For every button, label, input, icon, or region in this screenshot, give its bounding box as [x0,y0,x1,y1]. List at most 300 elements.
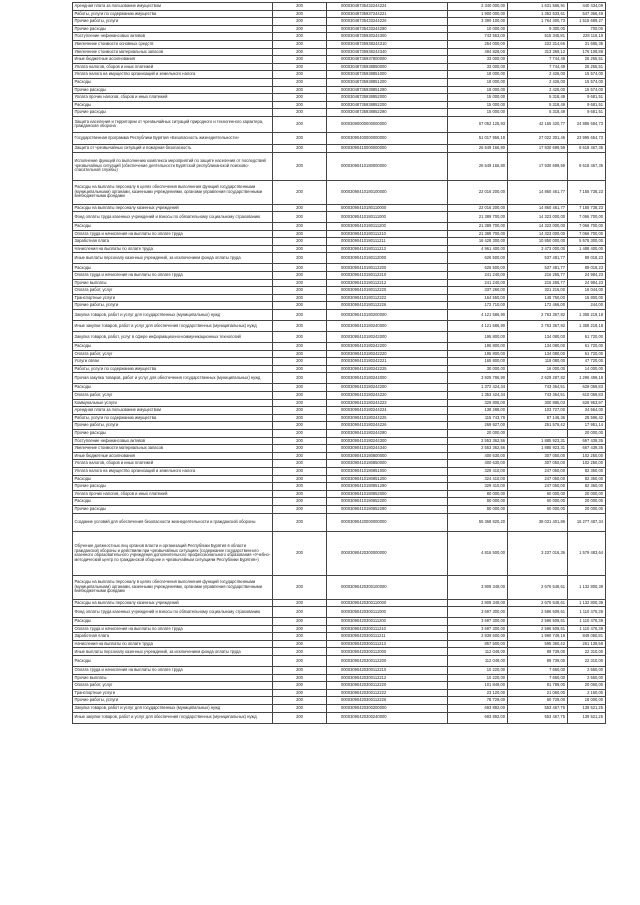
row-unexecuted-amount-cell: 7 155 738,23 [567,204,605,212]
row-unexecuted-amount-cell: 9 681,51 [567,101,605,109]
row-line-code-cell: 200 [273,212,327,223]
row-approved-amount-cell: 3 697 300,00 [447,607,507,618]
table-row [73,445,606,453]
row-approved-amount-cell: 15 000,00 [447,109,507,117]
row-unexecuted-amount-cell: 15 574,00 [567,71,605,79]
row-executed-amount-cell: 14 323 000,00 [507,212,567,223]
row-approved-amount-cell: 18 000,00 [447,78,507,86]
row-unexecuted-amount-cell: 1 132 800,39 [567,575,605,599]
row-name-cell: Оплата труда и начисления на выплаты по оплате труда [73,230,273,238]
row-approved-amount-cell: 21 389 700,00 [447,230,507,238]
row-executed-amount-cell: 2 586 509,61 [507,607,567,618]
row-unexecuted-amount-cell: 20 000,00 [567,498,605,506]
row-unexecuted-amount-cell: 139 521,25 [567,712,605,723]
row-unexecuted-amount-cell: 629 059,83 [567,384,605,392]
row-approved-amount-cell: 30 000,00 [447,365,507,373]
row-unexecuted-amount-cell: 22 310,00 [567,656,605,667]
row-approved-amount-cell: 3 697 300,00 [447,625,507,633]
row-line-code-cell: 200 [273,575,327,599]
row-line-code-cell: 200 [273,78,327,86]
row-budget-code-cell: 00003048735938851290 [327,86,448,94]
row-budget-code-cell: 00003090410180242000 [327,332,448,343]
table-row [73,689,606,697]
row-name-cell: Расходы [73,264,273,272]
row-executed-amount-cell: 134 080,00 [507,343,567,351]
row-name-cell: Уплата налогов, сборов и иных платежей [73,63,273,71]
row-budget-code-cell: 00003090410180112226 [327,302,448,310]
table-row [73,132,606,144]
row-name-cell: Расходы [73,498,273,506]
row-name-cell: Работы, услуги по содержанию имущества [73,10,273,18]
table-row [73,599,606,607]
row-budget-code-cell: 00003090410180244220 [327,392,448,400]
row-unexecuted-amount-cell: 610 059,83 [567,392,605,400]
row-name-cell: Прочие выплаты [73,279,273,287]
row-executed-amount-cell: 7 650,00 [507,674,567,682]
row-name-cell: Государственная программа Республики Бурятия «Безопасность жизнедеятельности» [73,132,273,144]
row-line-code-cell: 200 [273,253,327,264]
row-approved-amount-cell: 18 000,00 [447,86,507,94]
row-line-code-cell: 200 [273,452,327,460]
row-executed-amount-cell: 247 050,00 [507,467,567,475]
row-name-cell: Расходы на выплаты персоналу в целях обеспечения выполнения функций государственными (муниципальными) органами, казенными учреждениями, органами управления государственными внебюджетными фондами [73,575,273,599]
row-budget-code-cell: 00003090410180200000 [327,310,448,321]
row-budget-code-cell: 00003048735938852290 [327,109,448,117]
row-unexecuted-amount-cell: 9 681,51 [567,94,605,102]
row-approved-amount-cell: 22 016 200,00 [447,204,507,212]
row-line-code-cell: 200 [273,475,327,483]
row-executed-amount-cell: 14 323 000,00 [507,230,567,238]
table-row [73,437,606,445]
row-unexecuted-amount-cell: 8 618 467,35 [567,152,605,180]
row-unexecuted-amount-cell: 244,00 [567,302,605,310]
row-line-code-cell: 200 [273,607,327,618]
row-unexecuted-amount-cell: 89 018,23 [567,253,605,264]
row-name-cell: Расходы на выплаты персоналу казенных учреждений [73,204,273,212]
row-unexecuted-amount-cell: 82 360,00 [567,467,605,475]
row-line-code-cell: 200 [273,358,327,366]
row-line-code-cell: 200 [273,399,327,407]
row-approved-amount-cell: 857 500,00 [447,640,507,648]
table-row [73,656,606,667]
row-executed-amount-cell: 134 080,00 [507,332,567,343]
row-unexecuted-amount-cell: 22 310,00 [567,648,605,656]
row-name-cell: Защита населения и территории от чрезвычайных ситуаций природного и техногенного характера, гражданская оборона [73,116,273,132]
row-unexecuted-amount-cell: 667 439,35 [567,437,605,445]
row-line-code-cell: 200 [273,429,327,437]
row-approved-amount-cell: 33 000,00 [447,56,507,64]
row-executed-amount-cell: 537 481,77 [507,253,567,264]
table-row [73,373,606,384]
row-name-cell: Иные закупки товаров, работ и услуг для обеспечения государственных (муниципальных) нужд [73,321,273,332]
row-budget-code-cell: 00003090420300112212 [327,674,448,682]
row-executed-amount-cell: 10 850 000,00 [507,238,567,246]
row-budget-code-cell: 00003048735938851000 [327,71,448,79]
row-name-cell: Уплата налога на имущество организаций и земельного налога [73,467,273,475]
row-executed-amount-cell: 553 467,75 [507,712,567,723]
row-unexecuted-amount-cell: 24 984,23 [567,272,605,280]
row-executed-amount-cell: 7 744,49 [507,56,567,64]
row-approved-amount-cell: 195 800,00 [447,332,507,343]
row-budget-code-cell: 00003048735432244224 [327,3,448,11]
row-name-cell: Обучение должностных лиц органов власти и организаций Республики Бурятия в области гражданской обороны и действиям при чрезвычайных ситуациях (содержание государственного казенного образовательного учреждения дополнительного профессионального образования «Учебно-методический центр по гражданской обороне и чрезвычайным ситуациям Республики Бурятия») [73,531,273,575]
row-unexecuted-amount-cell: 61 720,00 [567,332,605,343]
table-row [73,253,606,264]
row-unexecuted-amount-cell: 82 360,00 [567,483,605,491]
row-approved-amount-cell: 10 000,00 [447,25,507,33]
row-line-code-cell: 200 [273,483,327,491]
row-approved-amount-cell: 2 553 362,56 [447,437,507,445]
row-executed-amount-cell: 300 885,03 [507,399,567,407]
row-executed-amount-cell: 5 318,49 [507,94,567,102]
row-budget-code-cell: 00003090410180111210 [327,230,448,238]
row-unexecuted-amount-cell: 47 720,00 [567,358,605,366]
row-line-code-cell: 200 [273,116,327,132]
row-line-code-cell: 200 [273,407,327,415]
table-row [73,94,606,102]
row-line-code-cell: 200 [273,180,327,204]
row-approved-amount-cell: 138 288,00 [447,407,507,415]
row-executed-amount-cell: 1 885 923,31 [507,437,567,445]
row-executed-amount-cell: 81 789,00 [507,682,567,690]
row-budget-code-cell: 00003048735937244221 [327,10,448,18]
table-row [73,287,606,295]
row-executed-amount-cell: 17 930 699,59 [507,152,567,180]
table-row [73,365,606,373]
table-row [73,575,606,599]
row-approved-amount-cell: 26 549 166,80 [447,152,507,180]
row-line-code-cell: 200 [273,697,327,705]
row-budget-code-cell: 00003048735938244340 [327,48,448,56]
row-approved-amount-cell: 337 260,00 [447,287,507,295]
budget-execution-table-sheet [72,2,603,724]
row-line-code-cell: 200 [273,384,327,392]
row-executed-amount-cell: 14 323 000,00 [507,223,567,231]
row-executed-amount-cell: 222 314,65 [507,40,567,48]
row-executed-amount-cell: 247 050,00 [507,483,567,491]
row-unexecuted-amount-cell: 7 066 700,00 [567,223,605,231]
row-line-code-cell: 200 [273,392,327,400]
row-name-cell: Расходы [73,384,273,392]
row-name-cell: Защита от чрезвычайных ситуаций и пожарная безопасность [73,144,273,152]
table-row [73,180,606,204]
row-budget-code-cell: 00003090410180111213 [327,245,448,253]
row-approved-amount-cell: 1 900 000,00 [447,10,507,18]
row-name-cell: Расходы [73,223,273,231]
row-executed-amount-cell: 2 586 509,61 [507,618,567,626]
row-name-cell: Прочие работы, услуги [73,697,273,705]
row-line-code-cell: 200 [273,287,327,295]
row-budget-code-cell: 00003090420300000000 [327,531,448,575]
row-budget-code-cell: 00003090420300112226 [327,697,448,705]
row-name-cell: Увеличение стоимости основных средств [73,40,273,48]
row-line-code-cell: 200 [273,279,327,287]
row-line-code-cell: 200 [273,109,327,117]
table-row [73,279,606,287]
row-unexecuted-amount-cell: 2 160,00 [567,689,605,697]
row-budget-code-cell: 00003090420300111210 [327,625,448,633]
row-line-code-cell: 200 [273,437,327,445]
row-name-cell: Закупка товаров, работ и услуг для государственных (муниципальных) нужд [73,310,273,321]
row-name-cell: Создание условий для обеспечения безопасности жизнедеятельности и гражданской обороны [73,513,273,531]
row-line-code-cell: 200 [273,513,327,531]
row-unexecuted-amount-cell: 16 044,00 [567,287,605,295]
row-approved-amount-cell: 329 410,00 [447,467,507,475]
row-approved-amount-cell: 626 500,00 [447,264,507,272]
row-executed-amount-cell: 17 930 699,59 [507,144,567,152]
row-name-cell: Начисления на выплаты по оплате труда [73,640,273,648]
table-row [73,475,606,483]
row-unexecuted-amount-cell: 20 060,00 [567,682,605,690]
row-budget-code-cell: 00003090420300111211 [327,633,448,641]
row-budget-code-cell: 00003090410180242225 [327,365,448,373]
row-budget-code-cell: 00003090410180851200 [327,475,448,483]
row-executed-amount-cell: 89 739,00 [507,656,567,667]
row-approved-amount-cell: 21 389 700,00 [447,212,507,223]
row-name-cell: Расходы на выплаты персоналу казенных учреждений [73,599,273,607]
row-unexecuted-amount-cell: 176 108,88 [567,48,605,56]
row-budget-code-cell: 00003090420300111000 [327,607,448,618]
row-budget-code-cell: 00003090410180242221 [327,358,448,366]
row-line-code-cell: 200 [273,365,327,373]
row-approved-amount-cell: 112 049,00 [447,656,507,667]
row-name-cell: Заработная плата [73,238,273,246]
row-budget-code-cell: 00003090420300112200 [327,656,448,667]
row-unexecuted-amount-cell: 700,00 [567,25,605,33]
row-name-cell: Расходы [73,78,273,86]
row-approved-amount-cell: 22 016 200,00 [447,180,507,204]
row-name-cell: Иные выплаты персоналу казенных учреждений, за исключением фонда оплаты труда [73,648,273,656]
row-budget-code-cell: 00003090410180851000 [327,467,448,475]
row-budget-code-cell: 00003090410180244300 [327,437,448,445]
row-line-code-cell: 200 [273,204,327,212]
row-executed-amount-cell: 60 000,00 [507,498,567,506]
row-line-code-cell: 200 [273,467,327,475]
row-name-cell: Оплата работ, услуг [73,392,273,400]
row-executed-amount-cell: 595 360,42 [507,640,567,648]
table-row [73,358,606,366]
row-budget-code-cell: 00003048735930244300 [327,33,448,41]
row-approved-amount-cell: 3 697 300,00 [447,618,507,626]
row-approved-amount-cell: 21 389 700,00 [447,223,507,231]
row-name-cell: Расходы [73,343,273,351]
row-executed-amount-cell: 313 369,12 [507,48,567,56]
row-budget-code-cell: 00003090410180852000 [327,490,448,498]
row-approved-amount-cell: 26 549 166,80 [447,144,507,152]
row-name-cell: Исполнение функций по выполнению комплекса мероприятий по защите населения от последствий чрезвычайных ситуаций (обеспечение деятельности Бурятской республиканской поисково-спасательной службы) [73,152,273,180]
row-approved-amount-cell: 329 410,00 [447,483,507,491]
row-unexecuted-amount-cell: 20 000,00 [567,490,605,498]
row-name-cell: Увеличение стоимости материальных запасов [73,445,273,453]
table-row [73,414,606,422]
row-budget-code-cell: 00003090420300112222 [327,689,448,697]
row-budget-code-cell: 00003090410180800000 [327,452,448,460]
row-approved-amount-cell: 2 553 362,56 [447,445,507,453]
row-line-code-cell: 200 [273,272,327,280]
table-row [73,63,606,71]
table-row [73,223,606,231]
table-row [73,238,606,246]
row-approved-amount-cell: 254 000,00 [447,40,507,48]
row-line-code-cell: 200 [273,264,327,272]
row-budget-code-cell: 00003090420300200000 [327,705,448,713]
row-unexecuted-amount-cell: 14 000,00 [567,365,605,373]
row-unexecuted-amount-cell: 89 018,23 [567,264,605,272]
row-name-cell: Оплата труда и начисления на выплаты по оплате труда [73,625,273,633]
row-unexecuted-amount-cell: 28 596,42 [567,414,605,422]
row-unexecuted-amount-cell: 7 155 738,23 [567,180,605,204]
row-budget-code-cell: 00003090410180244223 [327,399,448,407]
row-line-code-cell: 200 [273,302,327,310]
row-name-cell: Уплата налогов, сборов и иных платежей [73,460,273,468]
row-budget-code-cell: 00003090400000000000 [327,132,448,144]
row-budget-code-cell: 00003090420300240000 [327,712,448,723]
row-name-cell: Прочие расходы [73,505,273,513]
row-unexecuted-amount-cell: 9 681,51 [567,109,605,117]
row-budget-code-cell: 00003090410180244290 [327,429,448,437]
row-executed-amount-cell: 2 763 367,82 [507,321,567,332]
row-budget-code-cell: 00003048735938244310 [327,40,448,48]
table-row [73,607,606,618]
row-approved-amount-cell: 80 000,00 [447,505,507,513]
table-row [73,86,606,94]
row-name-cell: Прочая закупка товаров, работ и услуг для обеспечения государственных (муниципальных) нужд [73,373,273,384]
row-budget-code-cell: 00003090410180111200 [327,223,448,231]
row-budget-code-cell: 00003048735433244290 [327,25,448,33]
row-budget-code-cell: 00003090420300100000 [327,575,448,599]
row-unexecuted-amount-cell: 1 110 476,39 [567,607,605,618]
row-line-code-cell: 200 [273,86,327,94]
row-unexecuted-amount-cell: 667 439,35 [567,445,605,453]
row-unexecuted-amount-cell: 102 250,00 [567,460,605,468]
row-unexecuted-amount-cell: 1 515 699,27 [567,18,605,26]
row-approved-amount-cell: 4 816 500,00 [447,531,507,575]
row-line-code-cell: 200 [273,40,327,48]
row-approved-amount-cell: 241 240,00 [447,272,507,280]
row-name-cell: Поступление нефинансовых активов [73,437,273,445]
row-name-cell: Оплата работ, услуг [73,287,273,295]
row-line-code-cell: 200 [273,294,327,302]
row-budget-code-cell: 00003048735433244226 [327,18,448,26]
row-executed-amount-cell: 42 165 420,77 [507,116,567,132]
table-row [73,467,606,475]
row-line-code-cell: 200 [273,63,327,71]
row-unexecuted-amount-cell: 849 050,81 [567,633,605,641]
row-budget-code-cell: 00003090410180244225 [327,414,448,422]
table-row [73,498,606,506]
row-line-code-cell: 200 [273,343,327,351]
row-approved-amount-cell: 33 000,00 [447,63,507,71]
row-unexecuted-amount-cell: 440 434,09 [567,3,605,11]
table-row [73,384,606,392]
table-row [73,310,606,321]
table-row [73,10,606,18]
row-name-cell: Поступление нефинансовых активов [73,33,273,41]
row-approved-amount-cell: 15 000,00 [447,94,507,102]
row-budget-code-cell: 00003090410180851290 [327,483,448,491]
row-approved-amount-cell: 693 892,00 [447,705,507,713]
budget-execution-table [72,2,606,724]
table-row [73,116,606,132]
row-line-code-cell: 200 [273,3,327,11]
row-unexecuted-amount-cell: 20 000,00 [567,505,605,513]
row-budget-code-cell: 00003048735938852200 [327,101,448,109]
row-unexecuted-amount-cell: 7 066 700,00 [567,230,605,238]
row-line-code-cell: 200 [273,674,327,682]
row-executed-amount-cell: 743 364,51 [507,384,567,392]
row-name-cell: Расходы [73,656,273,667]
row-name-cell: Прочие расходы [73,86,273,94]
row-executed-amount-cell: 60 729,00 [507,697,567,705]
row-approved-amount-cell: 23 120,00 [447,689,507,697]
row-name-cell: Оплата работ, услуг [73,350,273,358]
row-unexecuted-amount-cell: 261 139,58 [567,640,605,648]
table-row [73,429,606,437]
row-name-cell: Транспортные услуги [73,294,273,302]
row-unexecuted-amount-cell: 15 574,00 [567,78,605,86]
row-unexecuted-amount-cell: 18 000,00 [567,697,605,705]
table-row [73,460,606,468]
row-budget-code-cell: 00003090410180850000 [327,460,448,468]
row-unexecuted-amount-cell: 1 579 483,64 [567,531,605,575]
row-name-cell: Фонд оплаты труда казенных учреждений и взносы по обязательному социальному страхованию [73,607,273,618]
row-executed-amount-cell: 743 364,51 [507,392,567,400]
row-line-code-cell: 200 [273,618,327,626]
row-line-code-cell: 200 [273,414,327,422]
row-unexecuted-amount-cell: 15 800,00 [567,294,605,302]
row-executed-amount-cell: 103 727,00 [507,407,567,415]
row-budget-code-cell: 00003090410180244000 [327,373,448,384]
row-approved-amount-cell: 400 630,00 [447,452,507,460]
row-approved-amount-cell: 3 809 349,00 [447,599,507,607]
table-row [73,204,606,212]
row-approved-amount-cell: 4 961 400,00 [447,245,507,253]
table-row [73,505,606,513]
row-budget-code-cell: 00003090410180242220 [327,350,448,358]
row-unexecuted-amount-cell: 5 578 300,00 [567,238,605,246]
table-row [73,25,606,33]
row-budget-code-cell: 00003048735938851200 [327,78,448,86]
row-name-cell: Расходы [73,618,273,626]
row-executed-amount-cell: 9 300,00 [507,25,567,33]
row-name-cell: Прочие расходы [73,429,273,437]
row-line-code-cell: 200 [273,373,327,384]
row-executed-amount-cell: 60 000,00 [507,505,567,513]
table-row [73,343,606,351]
row-executed-amount-cell: 14 860 461,77 [507,180,567,204]
row-executed-amount-cell: 515 345,81 [507,33,567,41]
row-line-code-cell: 200 [273,445,327,453]
row-approved-amount-cell: 80 000,00 [447,490,507,498]
table-row [73,490,606,498]
row-budget-code-cell: 00003090410180244226 [327,422,448,430]
row-line-code-cell: 200 [273,625,327,633]
row-approved-amount-cell: 10 220,00 [447,674,507,682]
table-row [73,633,606,641]
row-unexecuted-amount-cell: 25 255,51 [567,56,605,64]
row-budget-code-cell: 00003090410180100000 [327,180,448,204]
table-row [73,483,606,491]
row-budget-code-cell: 00003090420300110000 [327,599,448,607]
row-line-code-cell: 200 [273,18,327,26]
row-line-code-cell: 200 [273,223,327,231]
row-budget-code-cell: 00003090410180112222 [327,294,448,302]
table-row [73,71,606,79]
row-unexecuted-amount-cell: 24 886 684,73 [567,116,605,132]
row-approved-amount-cell: 3 390 100,00 [447,18,507,26]
row-approved-amount-cell: 626 500,00 [447,253,507,264]
row-line-code-cell: 200 [273,682,327,690]
